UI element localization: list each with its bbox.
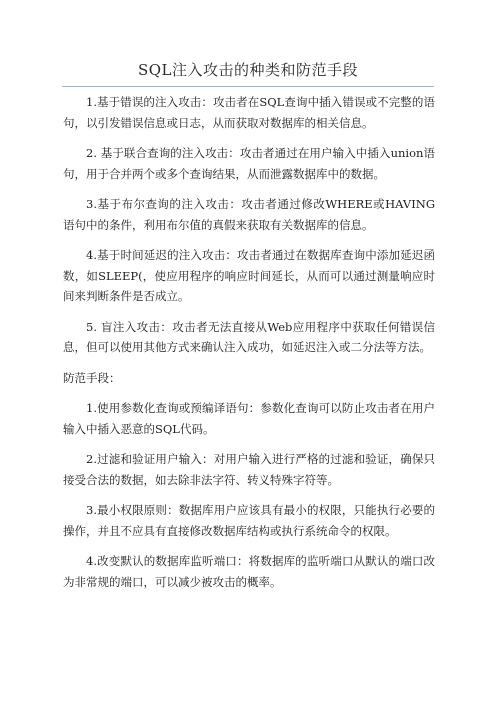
defense-2: 2.过滤和验证用户输入：对用户输入进行严格的过滤和验证，确保只接受合法的数据，如去除非法字符、转义特殊字符等。 — [63, 452, 435, 487]
defense-heading: 防范手段： — [63, 370, 121, 385]
defense-1: 1.使用参数化查询或预编译语句：参数化查询可以防止攻击者在用户输入中插入恶意的SQL代码。 — [63, 401, 435, 436]
title-underline — [62, 86, 434, 87]
attack-type-2: 2. 基于联合查询的注入攻击：攻击者通过在用户输入中插入union语句，用于合并两个或多个查询结果，从而泄露数据库中的数据。 — [63, 146, 435, 181]
defense-4: 4.改变默认的数据库监听端口：将数据库的监听端口从默认的端口改为非常规的端口，可以减少被攻击的概率。 — [63, 554, 435, 589]
document-title: SQL注入攻击的种类和防范手段 — [137, 61, 359, 79]
attack-type-3: 3.基于布尔查询的注入攻击：攻击者通过修改WHERE或HAVING语句中的条件，利用布尔值的真假来获取有关数据库的信息。 — [63, 197, 435, 232]
document-body — [63, 92, 435, 602]
attack-type-1: 1.基于错误的注入攻击：攻击者在SQL查询中插入错误或不完整的语句，以引发错误信息或日志，从而获取对数据库的相关信息。 — [63, 95, 435, 130]
attack-type-5: 5. 盲注入攻击：攻击者无法直接从Web应用程序中获取任何错误信息，但可以使用其他方式来确认注入成功，如延迟注入或二分法等方法。 — [63, 319, 435, 354]
attack-type-4: 4.基于时间延迟的注入攻击：攻击者通过在数据库查询中添加延迟函数，如SLEEP(，使应用程序的响应时间延长，从而可以通过测量响应时间来判断条件是否成立。 — [63, 248, 435, 303]
defense-3: 3.最小权限原则：数据库用户应该具有最小的权限，只能执行必要的操作，并且不应具有直接修改数据库结构或执行系统命令的权限。 — [63, 503, 435, 538]
